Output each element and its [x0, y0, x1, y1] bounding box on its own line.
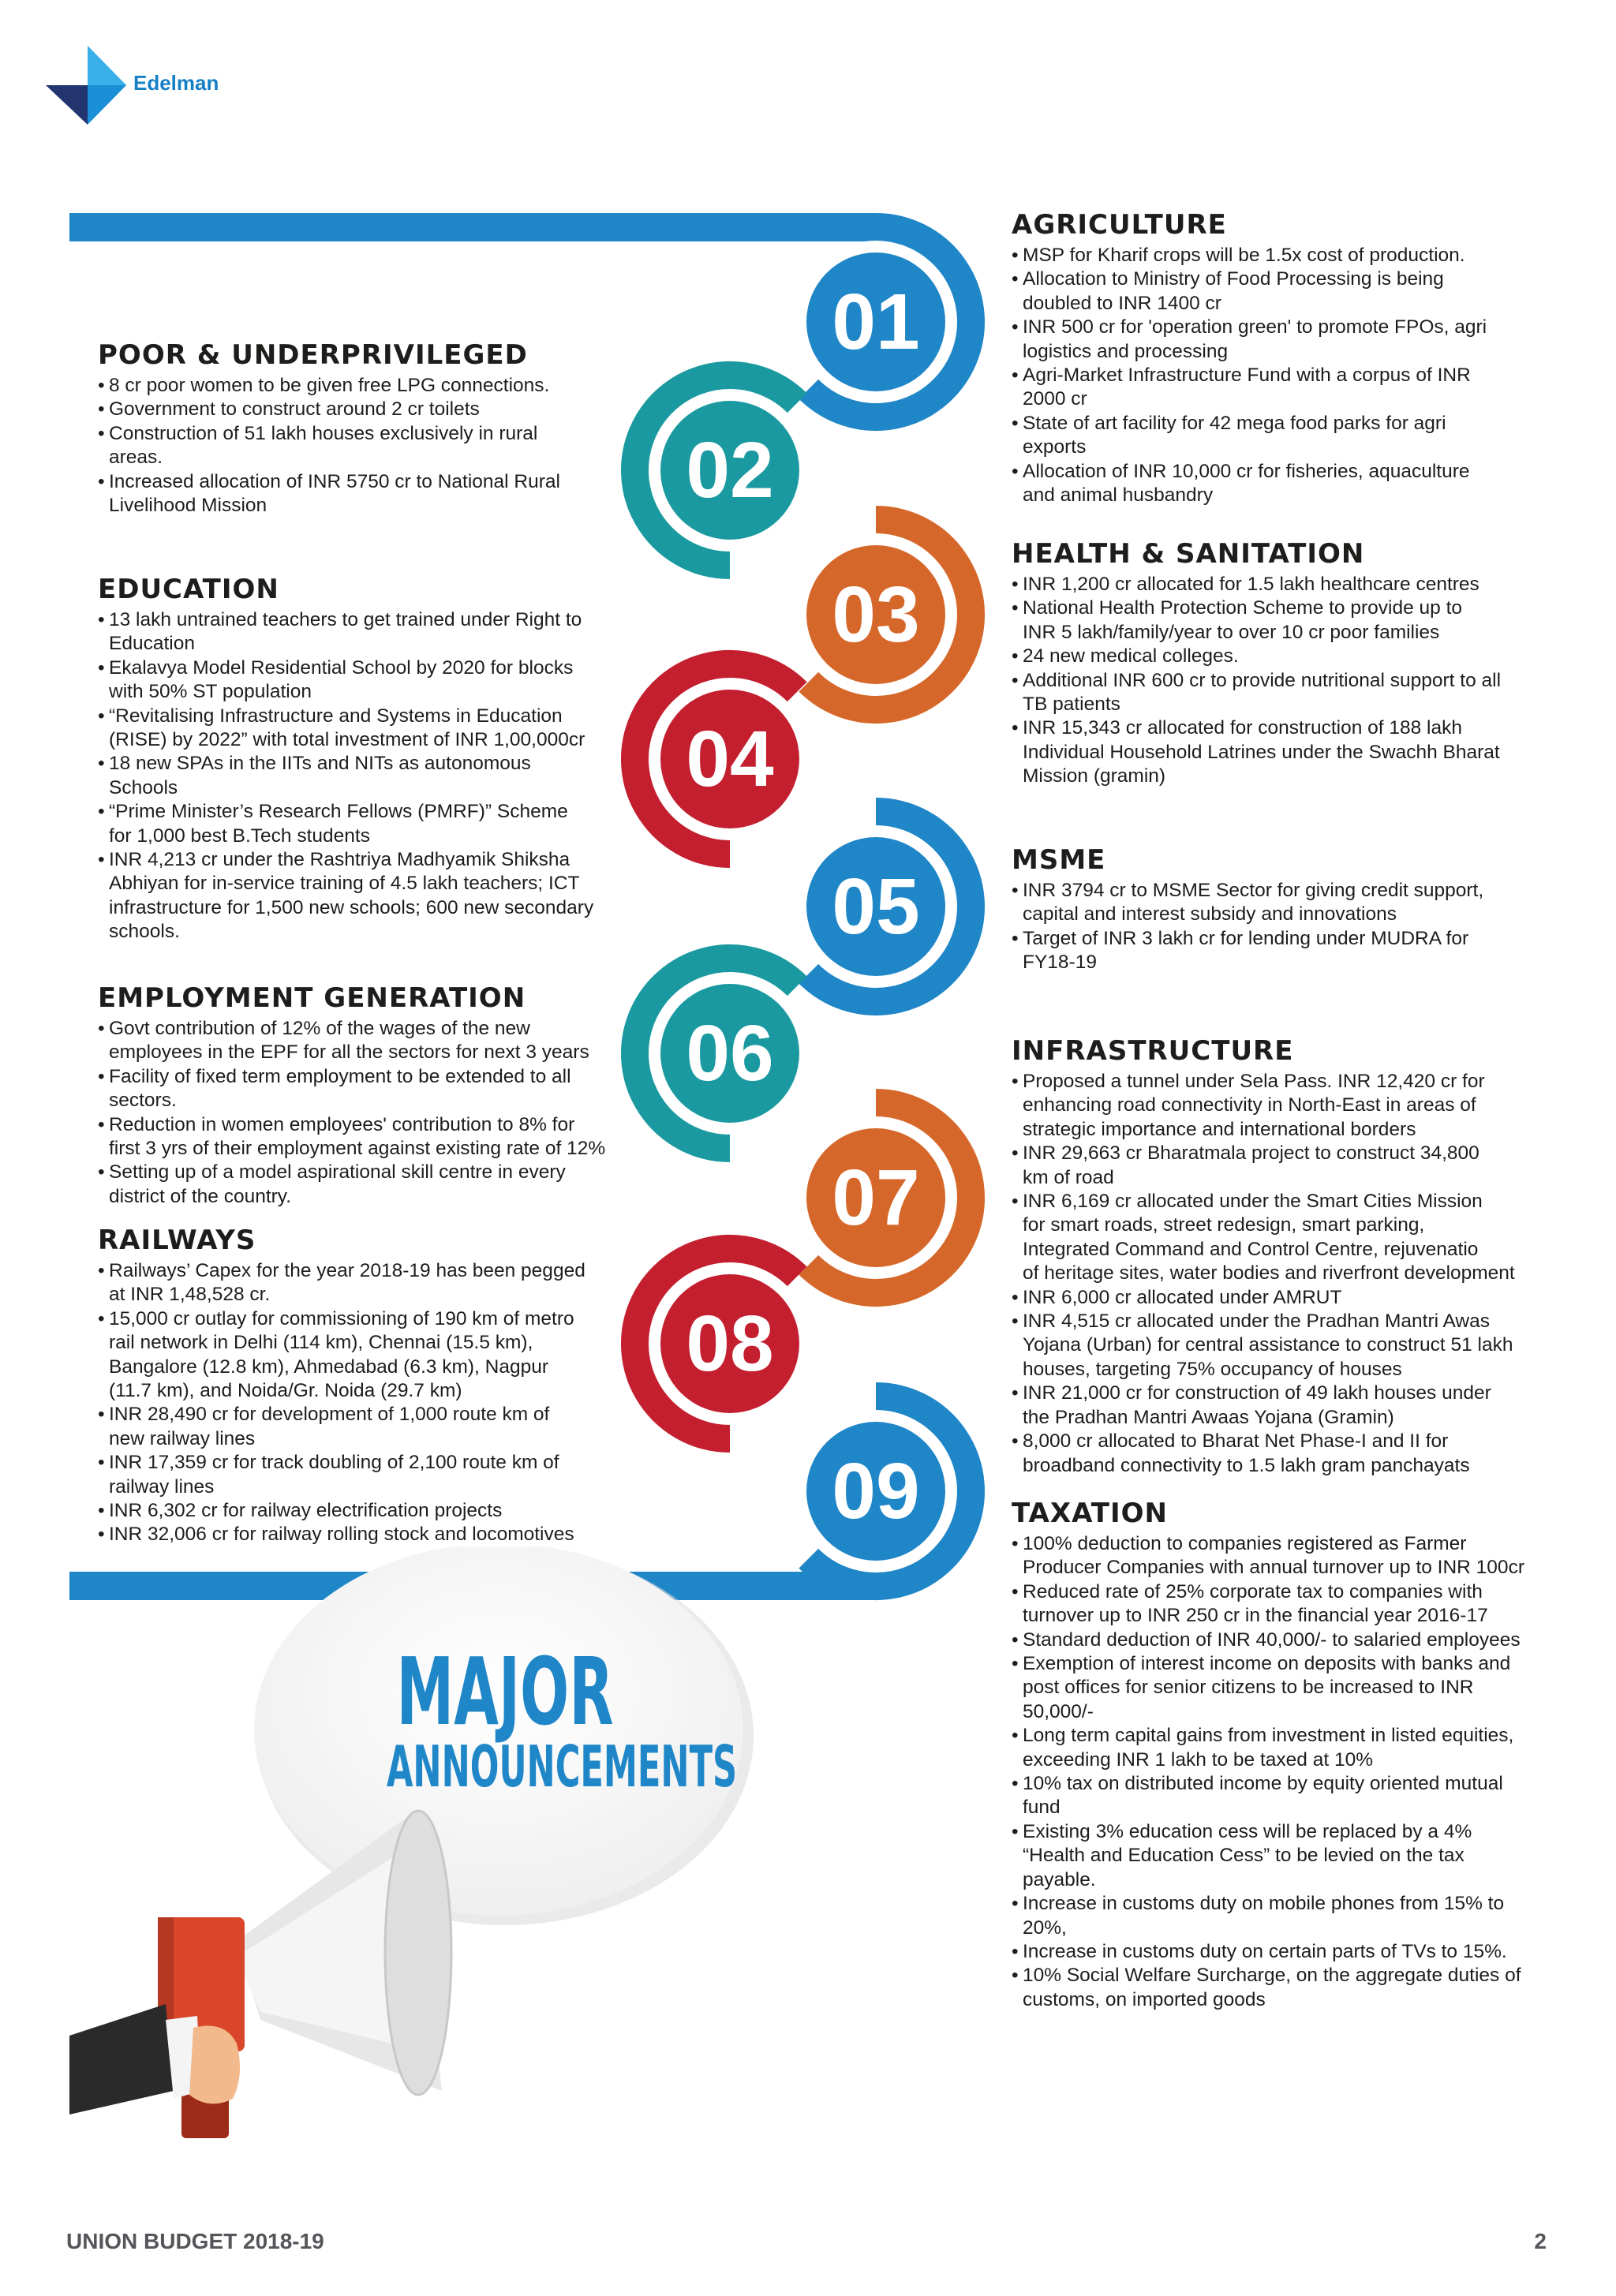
section-list-taxation [1012, 1532, 1564, 2012]
list-item: • Reduced rate of 25% corporate tax to companies with turnover up to INR 250 cr in the financial year 2016-17 [1012, 1580, 1564, 1629]
list-item: • Increased allocation of INR 5750 cr to National Rural Livelihood Mission [98, 470, 634, 518]
section-title-health-sanitation: HEALTH & SANITATION [1012, 538, 1365, 570]
list-item: • INR 6,000 cr allocated under AMRUT [1012, 1286, 1564, 1310]
list-item: • National Health Protection Scheme to provide up to INR 5 lakh/family/year to over 10 cr poor families [1012, 596, 1564, 645]
list-item: • “Revitalising Infrastructure and Systems in Education (RISE) by 2022” with total investment of INR 1,00,000cr [98, 705, 634, 753]
list-item: • Long term capital gains from investment in listed equities, exceeding INR 1 lakh to be taxed at 10% [1012, 1724, 1564, 1772]
list-item: • 8 cr poor women to be given free LPG connections. [98, 374, 634, 398]
section-list-education [98, 608, 634, 944]
page-number: 2 [1534, 2229, 1547, 2253]
list-item: • INR 4,515 cr allocated under the Pradhan Mantri Awas Yojana (Urban) for central assistance to construct 51 lakh houses, targeting 75% occupancy of houses [1012, 1310, 1564, 1382]
step-number: 01 [832, 278, 920, 366]
list-item: • Reduction in women employees' contribution to 8% for first 3 yrs of their employment against existing rate of 12% [98, 1113, 634, 1161]
list-item: • 18 new SPAs in the IITs and NITs as autonomous Schools [98, 752, 634, 800]
section-title-education: EDUCATION [98, 574, 279, 605]
list-item: • 100% deduction to companies registered as Farmer Producer Companies with annual turnover up to INR 100cr [1012, 1532, 1564, 1580]
list-item: • INR 29,663 cr Bharatmala project to construct 34,800 km of road [1012, 1142, 1564, 1190]
list-item: • INR 32,006 cr for railway rolling stock and locomotives [98, 1523, 634, 1546]
list-item: • “Prime Minister’s Research Fellows (PMRF)” Scheme for 1,000 best B.Tech students [98, 800, 634, 848]
brand-name: Edelman [133, 71, 219, 95]
section-list-railways [98, 1259, 634, 1547]
footer-title: UNION BUDGET 2018-19 [66, 2229, 324, 2253]
list-item: • State of art facility for 42 mega food parks for agri exports [1012, 412, 1564, 460]
list-item: • Proposed a tunnel under Sela Pass. INR 12,420 cr for enhancing road connectivity in North-East in areas of strategic importance and international borders [1012, 1070, 1564, 1142]
list-item: • Setting up of a model aspirational skill centre in every district of the country. [98, 1161, 634, 1209]
list-item: • 8,000 cr allocated to Bharat Net Phase-I and II for broadband connectivity to 1.5 lakh gram panchayats [1012, 1430, 1564, 1478]
section-title-msme: MSME [1012, 844, 1106, 876]
list-item: • INR 4,213 cr under the Rashtriya Madhyamik Shiksha Abhiyan for in-service training of 4.5 lakh teachers; ICT infrastructure for 1,500 new schools; 600 new secondary schools. [98, 848, 634, 944]
section-title-poor-underprivileged: POOR & UNDERPRIVILEGED [98, 339, 528, 371]
step-number: 09 [832, 1447, 920, 1535]
step-number: 03 [832, 570, 920, 659]
list-item: • 10% Social Welfare Surcharge, on the aggregate duties of customs, on imported goods [1012, 1964, 1564, 2012]
list-item: • INR 1,200 cr allocated for 1.5 lakh healthcare centres [1012, 573, 1564, 596]
list-item: • Facility of fixed term employment to be extended to all sectors. [98, 1065, 634, 1113]
section-list-poor-underprivileged [98, 374, 634, 518]
section-list-infrastructure [1012, 1070, 1564, 1478]
list-item: • Construction of 51 lakh houses exclusively in rural areas. [98, 422, 634, 470]
list-item: • Exemption of interest income on deposits with banks and post offices for senior citizens to be increased to INR 50,000/- [1012, 1652, 1564, 1724]
list-item: • Govt contribution of 12% of the wages of the new employees in the EPF for all the sectors for next 3 years [98, 1017, 634, 1065]
list-item: • INR 17,359 cr for track doubling of 2,100 route km of railway lines [98, 1451, 634, 1499]
section-title-taxation: TAXATION [1012, 1498, 1168, 1529]
step-number: 06 [686, 1009, 774, 1098]
list-item: • Additional INR 600 cr to provide nutritional support to all TB patients [1012, 669, 1564, 717]
list-item: • INR 3794 cr to MSME Sector for giving credit support, capital and interest subsidy and innovations [1012, 879, 1564, 927]
step-number: 07 [832, 1154, 920, 1242]
step-number: 08 [686, 1299, 774, 1388]
list-item: • Increase in customs duty on mobile phones from 15% to 20%, [1012, 1892, 1564, 1940]
megaphone-illustration [0, 1546, 789, 2146]
section-title-railways: RAILWAYS [98, 1225, 256, 1256]
list-item: • 15,000 cr outlay for commissioning of 190 km of metro rail network in Delhi (114 km), Chennai (15.5 km), Bangalore (12.8 km), Ahmedabad (6.3 km), Nagpur (11.7 km), and Noida/Gr. Noida (29.7 km) [98, 1307, 634, 1404]
list-item: • Agri-Market Infrastructure Fund with a corpus of INR 2000 cr [1012, 364, 1564, 412]
hero-line-1: MAJOR [396, 1637, 614, 1746]
list-item: • INR 21,000 cr for construction of 49 lakh houses under the Pradhan Mantri Awaas Yojana (Gramin) [1012, 1382, 1564, 1430]
section-title-agriculture: AGRICULTURE [1012, 209, 1227, 241]
list-item: • Target of INR 3 lakh cr for lending under MUDRA for FY18-19 [1012, 927, 1564, 975]
section-title-employment-generation: EMPLOYMENT GENERATION [98, 982, 526, 1014]
list-item: • Ekalavya Model Residential School by 2020 for blocks with 50% ST population [98, 656, 634, 705]
step-numbers [686, 278, 919, 1535]
list-item: • INR 500 cr for 'operation green' to promote FPOs, agri logistics and processing [1012, 316, 1564, 364]
section-list-health-sanitation [1012, 573, 1564, 789]
list-item: • INR 28,490 cr for development of 1,000 route km of new railway lines [98, 1403, 634, 1451]
list-item: • Increase in customs duty on certain parts of TVs to 15%. [1012, 1940, 1564, 1964]
section-list-agriculture [1012, 244, 1564, 507]
list-item: • 10% tax on distributed income by equity oriented mutual fund [1012, 1772, 1564, 1820]
hero-line-2: ANNOUNCEMENTS [387, 1733, 738, 1800]
section-title-infrastructure: INFRASTRUCTURE [1012, 1035, 1294, 1067]
hero-title [308, 1637, 738, 1800]
list-item: • MSP for Kharif crops will be 1.5x cost of production. [1012, 244, 1564, 267]
list-item: • INR 6,302 cr for railway electrification projects [98, 1499, 634, 1523]
step-number: 04 [686, 715, 774, 803]
list-item: • Existing 3% education cess will be replaced by a 4% “Health and Education Cess” to be levied on the tax payable. [1012, 1820, 1564, 1892]
list-item: • 13 lakh untrained teachers to get trained under Right to Education [98, 608, 634, 656]
list-item: • Railways’ Capex for the year 2018-19 has been pegged at INR 1,48,528 cr. [98, 1259, 634, 1307]
list-item: • 24 new medical colleges. [1012, 645, 1564, 668]
list-item: • INR 15,343 cr allocated for construction of 188 lakh Individual Household Latrines under the Swachh Bharat Mission (gramin) [1012, 716, 1564, 788]
step-number: 02 [686, 426, 774, 514]
list-item: • Government to construct around 2 cr toilets [98, 398, 634, 421]
list-item: • Allocation to Ministry of Food Processing is being doubled to INR 1400 cr [1012, 267, 1564, 316]
section-list-employment-generation [98, 1017, 634, 1209]
list-item: • Allocation of INR 10,000 cr for fisheries, aquaculture and animal husbandry [1012, 460, 1564, 508]
list-item: • Standard deduction of INR 40,000/- to salaried employees [1012, 1629, 1564, 1652]
section-list-msme [1012, 879, 1564, 975]
step-number: 05 [832, 862, 920, 951]
list-item: • INR 6,169 cr allocated under the Smart Cities Mission for smart roads, street redesign, smart parking, Integrated Command and Control Centre, rejuvenatio of heritage sites, water bodies and riverfront development [1012, 1190, 1564, 1286]
